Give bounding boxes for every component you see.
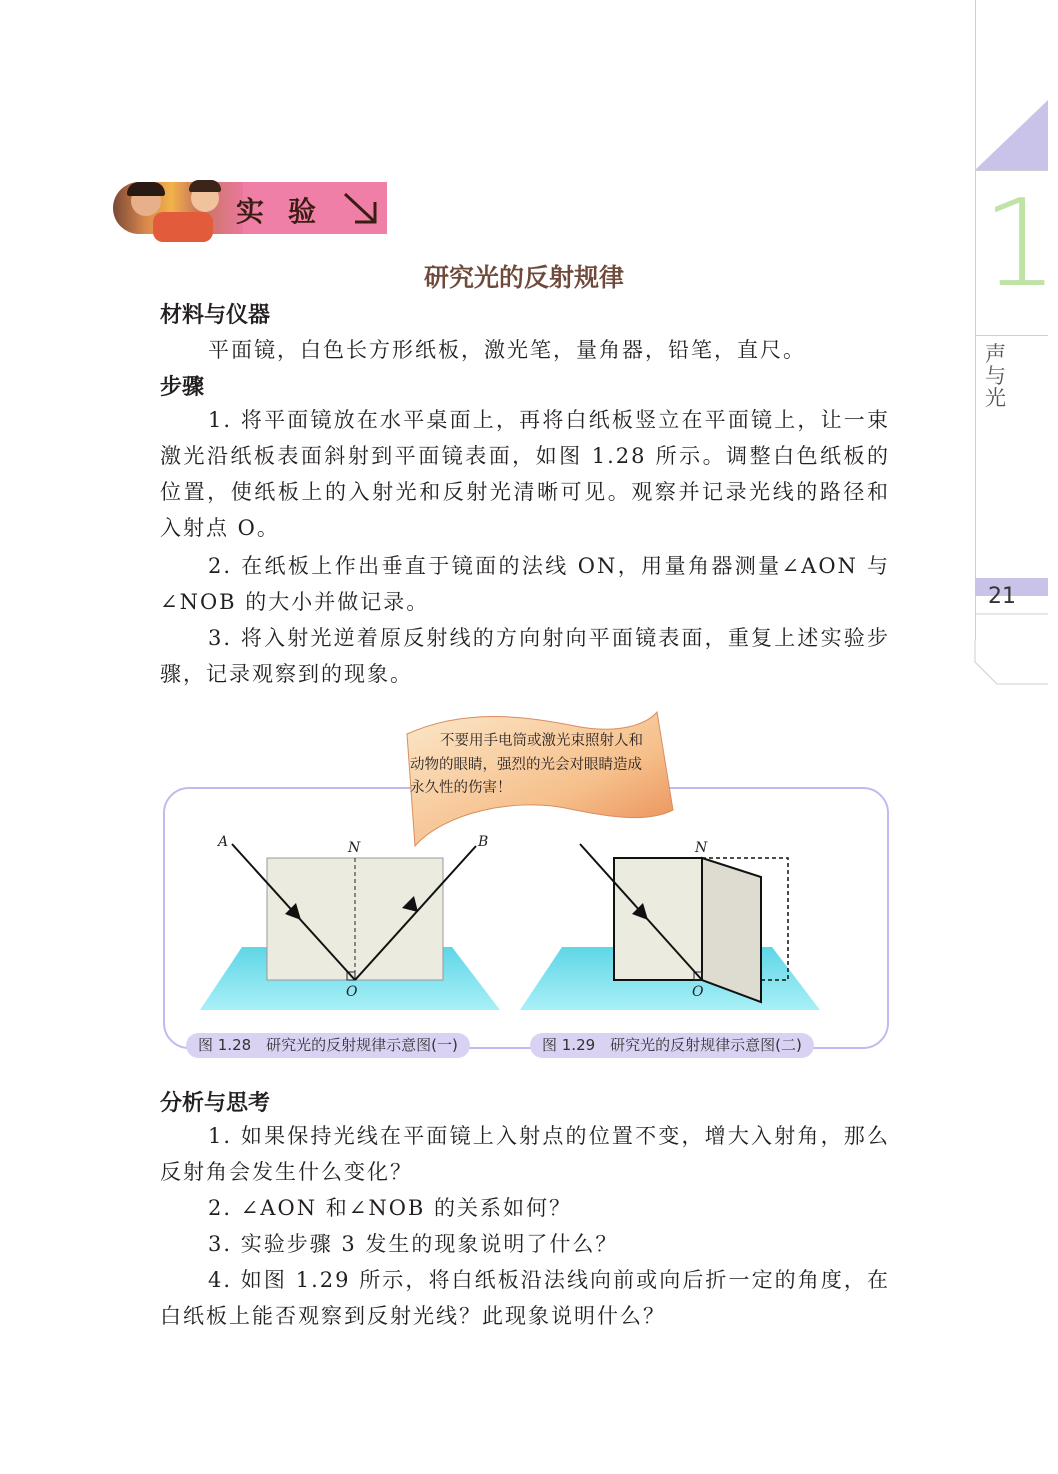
figure-caption: 图 1.28 研究光的反射规律示意图(一)	[186, 1033, 470, 1058]
question-item: 4. 如图 1.29 所示，将白纸板沿法线向前或向后折一定的角度，在白纸板上能否观察到反射光线？此现象说明什么？	[160, 1268, 890, 1328]
margin-line	[975, 0, 976, 640]
warning-text: 不要用手电筒或激光束照射人和动物的眼睛，强烈的光会对眼睛造成永久性的伤害！	[410, 733, 643, 796]
label-N: N	[348, 840, 361, 856]
page-number: 21	[988, 584, 1016, 609]
question-item: 3. 实验步骤 3 发生的现象说明了什么？	[208, 1232, 619, 1256]
chapter-title	[985, 343, 1013, 409]
reflection-diagrams	[190, 830, 830, 1020]
page-title: 研究光的反射规律	[423, 263, 624, 292]
question-item: 1. 如果保持光线在平面镜上入射点的位置不变，增大入射角，那么反射角会发生什么变化？	[160, 1124, 890, 1184]
banner-photo	[113, 182, 243, 234]
label-B: B	[478, 834, 489, 850]
label-O: O	[346, 984, 358, 1000]
label-A: A	[218, 834, 229, 850]
chapter-title-char: 声	[985, 342, 1006, 366]
materials-text: 平面镜，白色长方形纸板，激光笔，量角器，铅笔，直尺。	[208, 338, 806, 362]
figure-caption: 图 1.29 研究光的反射规律示意图(二)	[530, 1033, 814, 1058]
step-item: 1. 将平面镜放在水平桌面上，再将白纸板竖立在平面镜上，让一束激光沿纸板表面斜射到平面镜表面，如图 1.28 所示。调整白色纸板的位置，使纸板上的入射光和反射光清晰可见。观察并记录光线的路径和入射点 O。	[160, 408, 890, 540]
experiment-banner	[113, 182, 387, 234]
margin-triangle	[975, 100, 1048, 170]
chapter-title-char: 光	[985, 386, 1006, 410]
paper-board	[267, 858, 443, 980]
materials-heading: 材料与仪器	[160, 303, 271, 328]
steps-heading: 步骤	[160, 375, 205, 400]
paper-board-left	[614, 858, 702, 980]
analysis-heading: 分析与思考	[160, 1091, 271, 1116]
chapter-title-char: 与	[985, 364, 1006, 388]
label-O: O	[692, 984, 704, 1000]
chapter-number: 1	[982, 175, 1058, 314]
question-item: 2. ∠AON 和∠NOB 的关系如何？	[208, 1196, 573, 1220]
label-N: N	[695, 840, 708, 856]
margin-rule	[975, 170, 1048, 171]
arrow-down-right-icon	[341, 190, 381, 226]
paper-board-folded	[702, 858, 761, 1002]
banner-label: 实验	[236, 195, 341, 228]
step-item: 3. 将入射光逆着原反射线的方向射向平面镜表面，重复上述实验步骤，记录观察到的现象。	[160, 626, 890, 686]
margin-rule	[975, 335, 1048, 336]
step-item: 2. 在纸板上作出垂直于镜面的法线 ON，用量角器测量∠AON 与∠NOB 的大小并做记录。	[160, 554, 890, 614]
margin-corner	[975, 610, 1048, 690]
